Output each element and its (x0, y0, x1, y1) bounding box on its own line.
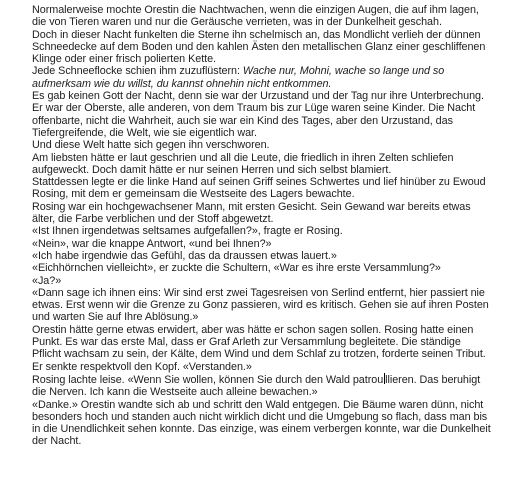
paragraph-17-text: Rosing lachte leise. «Wenn Sie wollen, können Sie durch den Wald patrou (32, 373, 384, 386)
paragraph-17 (32, 373, 492, 399)
paragraph-16: Er senkte respektvoll den Kopf. «Verstanden.» (32, 360, 252, 373)
paragraph-8: Rosing war ein hochgewachsener Mann, mit ersten Gesicht. Sein Gewand war bereits etwas älter, die Farbe verblichen und der Stoff abgewetzt. (32, 200, 471, 226)
paragraph-1: Normalerweise mochte Orestin die Nachtwachen, wenn die einzigen Augen, die auf ihm lagen, die von Tieren waren und nur die Geräusche verrieten, was in der Dunkelheit geschah. (32, 4, 479, 29)
paragraph-17-text-after-cursor: llieren. Das beruhigt die Nerven. Ich kann die Westseite auch alleine bewachen.» (32, 373, 481, 399)
paragraph-3-italic: Wache nur, Mohni, wache so lange und so aufmerksam wie du willst, du kannst ohnehin nicht entkommen. (32, 65, 445, 90)
paragraph-4: Es gab keinen Gott der Nacht, denn sie war der Urzustand und der Tag nur ihre Unterbrechung. Er war der Oberste, alle anderen, von dem Traum bis zur Lüge waren seine Kinder. Die Nacht offenbarte, nicht die Wahrheit, auch sie war ein Kind des Tages, aber den Urzustand, das Tiefergreifende, die Welt, wie sie eigentlich war. (32, 90, 484, 139)
paragraph-7: Stattdessen legte er die linke Hand auf seinen Griff seines Schwertes und lief hinüber zu Ewoud Rosing, mit dem er gemeinsam die Westseite des Lagers bewachte. (32, 176, 486, 201)
paragraph-3-text: Jede Schneeflocke schien ihm zuzuflüstern: (32, 65, 243, 78)
paragraph-9: «Ist Ihnen irgendetwas seltsames aufgefallen?», fragte er Rosing. (32, 225, 343, 238)
paragraph-10: «Nein», war die knappe Antwort, «und bei Ihnen?» (32, 237, 272, 250)
paragraph-5: Und diese Welt hatte sich gegen ihn verschworen. (32, 139, 270, 152)
paragraph-13: «Ja?» (32, 274, 62, 287)
paragraph-2: Doch in dieser Nacht funkelten die Sterne ihn schelmisch an, das Mondlicht verlieh der dünnen Schneedecke auf dem Boden und den kahlen Ästen den metallischen Glanz einer geschliffenen Klinge oder einer frisch polierten Kette. (32, 28, 486, 66)
paragraph-18: «Danke.» Orestin wandte sich ab und schritt den Wald entgegen. Die Bäume waren dünn, nicht besonders hoch und standen auch nicht wirklich dicht und die Umgebung so flach, dass man bis in die Unendlichkeit sehen konnte. Das einzige, was einem verbergen konnte, war die Dunkelheit der Nacht. (32, 398, 491, 448)
paragraph-14: «Dann sage ich ihnen eins: Wir sind erst zwei Tagesreisen von Serlind entfernt, hier passiert nie etwas. Erst wenn wir die Grenze zu Gonz passieren, wird es kritisch. Gehen sie auf ihren Posten und warten Sie auf Ihre Ablösung.» (32, 286, 489, 324)
paragraph-11: «Ich habe irgendwie das Gefühl, das da draussen etwas lauert.» (32, 249, 337, 262)
paragraph-6: Am liebsten hätte er laut geschrien und all die Leute, die friedlich in ihren Zelten schliefen aufgeweckt. Doch damit hätte er nur seinen Herren und sich selbst blamiert. (32, 151, 454, 176)
paragraph-12: «Eichhörnchen vielleicht», er zuckte die Schultern, «War es ihre erste Versammlung?» (32, 262, 441, 275)
document-body[interactable] (32, 4, 492, 448)
paragraph-3 (32, 65, 492, 90)
paragraph-15: Orestin hätte gerne etwas erwidert, aber was hätte er schon sagen sollen. Rosing hatte einen Punkt. Es war das erste Mal, dass er Graf Arleth zur Versammlung begleitete. Die ständige Pflicht wachsam zu sein, der Kälte, dem Wind und dem Schlaf zu trotzen, forderte seinen Tribut. (32, 323, 486, 361)
